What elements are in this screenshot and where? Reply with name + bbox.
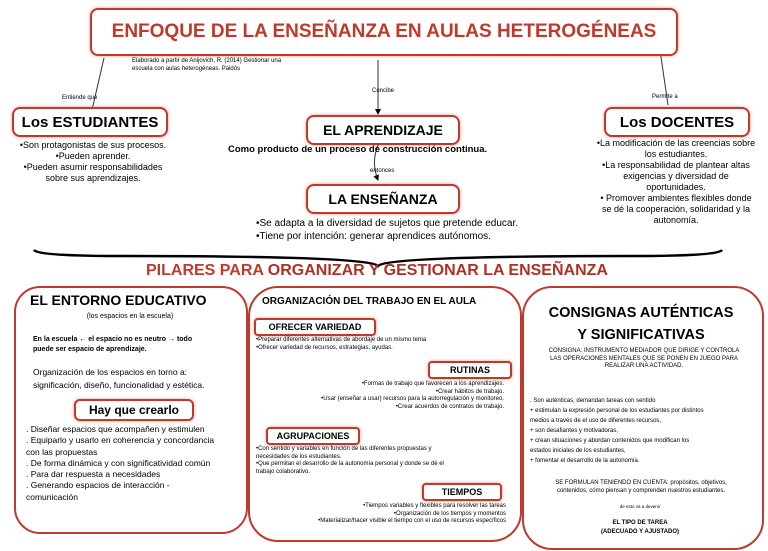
entorno-title: EL ENTORNO EDUCATIVO: [30, 292, 207, 308]
crearlo-label: Hay que crearlo: [88, 403, 180, 417]
connector-permite-a: Permite a: [652, 94, 678, 100]
rutinas-list: •Formas de trabajo que favorecen a los aprendizajes. •Crear hábitos de trabajo. •Usar (enseñar a usar) recursos para la autorregulación y monitoreo. •Crear acuerdos de contratos de trabajo.: [321, 381, 504, 410]
ensenanza-list: •Se adapta a la diversidad de sujetos que pretende educar. •Tiene por intención: generar aprendices autónomos.: [256, 218, 519, 242]
crearlo-box: [74, 399, 194, 421]
agrupaciones-list: •Con sentido y variables en función de las diferentes propuestas y necesidades de los estudiantes. •Que permitan el desarrollo de la autonomía personal y donde se dé el trabajo colaborativo.: [256, 446, 444, 475]
consignas-desc: CONSIGNA: INSTRUMENTO MEDIADOR QUE DIRIGE Y CONTROLA LAS OPERACIONES MENTALES QUE SE PONEN EN JUEGO PARA REALIZAR UNA ACTIVIDAD.: [548, 348, 740, 369]
aprendizaje-box: [306, 115, 460, 145]
tiempos-label: TIEMPOS: [441, 487, 483, 497]
variedad-box: [254, 318, 376, 336]
estudiantes-box: [12, 107, 168, 137]
docentes-title: Los DOCENTES: [619, 113, 735, 131]
variedad-list: •Preparar diferentes alternativas de abordaje de un mismo tema •Ofrecer variedad de recursos, estrategias, ayudas.: [256, 337, 427, 351]
source-note: Elaborado a partir de Anijovich, R. (2014) Gestionar una escuela con aulas heterogéneas. Paidós: [132, 58, 282, 72]
docentes-list: •La modificación de las creencias sobre los estudiantes. •La responsabilidad de plantear altas exigencias y diversidad de oportunidades. • Promover ambientes flexibles donde se dé la cooperación, solidaridad y la autonomía.: [596, 138, 756, 225]
connector-entonces: entonces: [370, 168, 395, 174]
rutinas-label: RUTINAS: [450, 365, 490, 375]
ensenanza-box: [306, 184, 460, 214]
entorno-list: . Diseñar espacios que acompañen y estimulen . Equiparlo y usarlo en coherencia y concordancia con las propuestas . De forma dinámica y con significatividad común . Para dar respuesta a necesidades . Generando espacios de interacción - comunicación: [26, 424, 215, 502]
pilares-heading: PILARES PARA ORGANIZAR Y GESTIONAR LA ENSEÑANZA: [146, 262, 608, 279]
entorno-org-text: Organización de los espacios en torno a: significación, diseño, funcionalidad y estética.: [33, 367, 205, 390]
variedad-label: OFRECER VARIEDAD: [268, 322, 362, 332]
ensenanza-title: LA ENSEÑANZA: [328, 191, 438, 207]
tiempos-box: [422, 483, 502, 501]
agrupaciones-label: AGRUPACIONES: [276, 431, 350, 441]
consignas-list: . Son auténticas, demandan tareas con sentido + estimulan la expresión personal de los estudiantes por distintos medios a través de el uso de diferentes recursos, + son desafiantes y motivadoras, + crean situaciones y abordan contenidos que modifican los estados iniciales de los estudiantes, + fomentar el desarrollo de la autonomía.: [530, 398, 704, 464]
entorno-bold-text: En la escuela ← el espacio no es neutro → todo puede ser espacio de aprendizaje.: [33, 336, 193, 353]
aprendizaje-title: EL APRENDIZAJE: [323, 122, 443, 138]
docentes-box: [604, 107, 750, 137]
estudiantes-list: •Son protagonistas de sus procesos. •Pueden aprender. •Pueden asumir responsabilidades sobre sus aprendizajes.: [19, 140, 167, 183]
consignas-note: de esto va a devenir: [619, 504, 661, 509]
tiempos-list: •Tiempos variables y flexibles para resolver las tareas •Organización de los tiempos y momentos •Materializar/hacer visible el tiempo con el uso de recursos específicos: [318, 503, 506, 524]
estudiantes-title: Los ESTUDIANTES: [21, 113, 159, 131]
agrupaciones-box: [266, 427, 360, 445]
consignas-tipo: EL TIPO DE TAREA (ADECUADO Y AJUSTADO): [600, 520, 680, 535]
aprendizaje-desc: Como producto de un proceso de construcción continua.: [228, 144, 488, 155]
consignas-formulan: SE FORMULAN TENIENDO EN CUENTA: propósitos, objetivos, contenidos, cómo piensan y comprenden nuestros estudiantes.: [555, 480, 727, 494]
consignas-title: CONSIGNAS AUTÉNTICAS Y SIGNIFICATIVAS: [548, 305, 734, 343]
rutinas-box: [428, 361, 512, 379]
connector-concibe: Concibe: [372, 88, 395, 94]
main-title-box: [90, 8, 678, 56]
entorno-subtitle: (los espacios en la escuela): [86, 313, 174, 320]
connector-entiende-que: Entiende que: [62, 95, 98, 101]
main-title: ENFOQUE DE LA ENSEÑANZA EN AULAS HETEROGÉNEAS: [111, 21, 657, 42]
organizacion-title: ORGANIZACIÓN DEL TRABAJO EN EL AULA: [262, 296, 477, 307]
